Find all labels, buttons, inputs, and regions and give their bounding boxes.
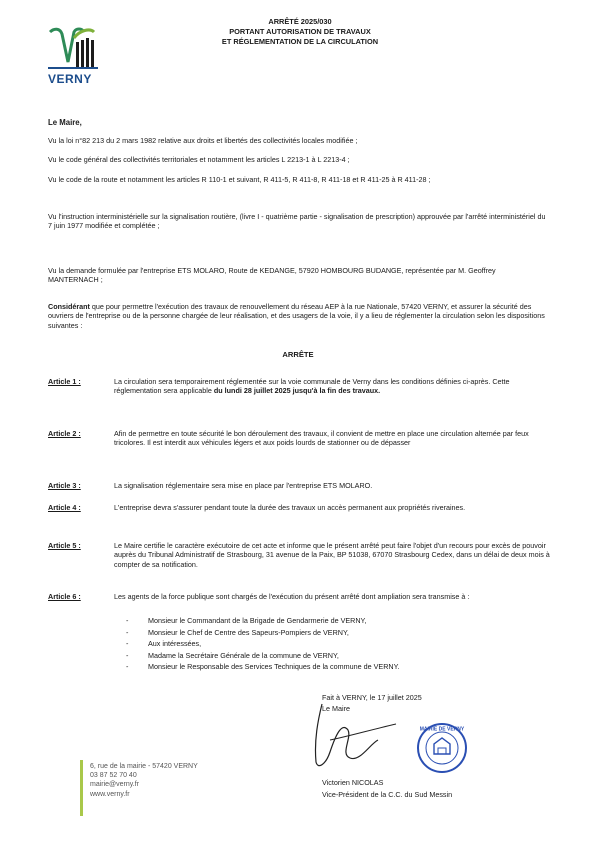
vu-1: Vu la loi n°82 213 du 2 mars 1982 relative aux droits et libertés des collectivités locales modifiée ; [48, 136, 358, 145]
place-date: Fait à VERNY, le 17 juillet 2025 [322, 693, 422, 702]
title-line-3: ET RÉGLEMENTATION DE LA CIRCULATION [221, 37, 379, 47]
footer-contact [90, 762, 198, 799]
signatory-title: Vice-Président de la C.C. du Sud Messin [322, 790, 453, 799]
vu-3: Vu le code de la route et notamment les articles R 110-1 et suivant, R 411-5, R 411-8, R 411-18 et R 411-25 à R 411-28 ; [48, 175, 431, 184]
article-5-label: Article 5 : [48, 541, 81, 550]
article-1-bold: du lundi 28 juillet 2025 jusqu'à la fin des travaux. [213, 386, 381, 396]
list-item: - Aux intéressées, [126, 639, 202, 649]
article-5-text: Le Maire certifie le caractère exécutoire de cet acte et informe que le présent arrêté peut faire l'objet d'un recours pour excès de pouvoir auprès du Tribunal Administratif de Strasbourg, 31 avenue de la Paix, BP 51038, 67070 Strasbourg Cedex, dans un délai de deux mois à compter de sa notification. [114, 541, 550, 569]
le-maire: Le Maire, [48, 118, 82, 127]
list-item: - Monsieur le Commandant de la Brigade de Gendarmerie de VERNY, [126, 616, 367, 625]
list-item: - Monsieur le Responsable des Services Techniques de la commune de VERNY. [126, 662, 400, 672]
footer-accent-bar [80, 760, 83, 816]
considerant-text: que pour permettre l'exécution des travaux de renouvellement du réseau AEP à la rue Nationale, 57420 VERNY, et assurer la sécurité des ouvriers de l'entreprise ou de la personne chargée de leur réalisation, et des usagers de la voie, il y a lieu de réglementer la circulation selon les dispositions suivantes : [48, 302, 545, 330]
considerant-bold: Considérant [48, 302, 90, 311]
footer-phone: 03 87 52 70 40 [90, 772, 137, 780]
article-4-label: Article 4 : [48, 503, 81, 512]
handwritten-signature [300, 700, 410, 782]
vu-2: Vu le code général des collectivités territoriales et notamment les articles L 2213-1 à L 2213-4 ; [48, 155, 350, 164]
vu-4: Vu l'instruction interministérielle sur la signalisation routière, (livre I - quatrième partie - signalisation de prescription) approuvée par l'arrêté interministériel du 7 juin 1977 modifiée et complétée ; [48, 212, 546, 231]
list-item: - Monsieur le Chef de Centre des Sapeurs-Pompiers de VERNY, [126, 627, 349, 637]
article-1-label: Article 1 : [48, 377, 81, 386]
footer-address: 6, rue de la mairie - 57420 VERNY [90, 763, 198, 770]
official-stamp [416, 722, 468, 774]
title-line-2: PORTANT AUTORISATION DE TRAVAUX [229, 27, 371, 37]
article-6-label: Article 6 : [48, 592, 81, 601]
article-1-plain: La circulation sera temporairement réglementée sur la voie communale de Verny dans les conditions définies ci-après. Cette réglementation sera applicable [114, 377, 510, 396]
article-4-text: L'entreprise devra s'assurer pendant toute la durée des travaux un accès permanent aux propriétés riveraines. [114, 503, 466, 512]
signature-role: Le Maire [322, 704, 350, 713]
article-1-text [114, 377, 550, 396]
stamp-text: MAIRIE DE VERNY [419, 726, 465, 733]
article-2-label: Article 2 : [48, 429, 81, 438]
considerant [48, 302, 548, 330]
article-2-text: Afin de permettre en toute sécurité le bon déroulement des travaux, il convient de mettre en place une circulation alternée par feux tricolores. Il est interdit aux véhicules légers et aux poids lourds de stationner ou de dépasser [114, 429, 529, 448]
title-line-1: ARRÊTÉ 2025/030 [268, 17, 332, 26]
logo-text: VERNY [48, 72, 92, 86]
list-item: - Madame la Secrétaire Générale de la commune de VERNY, [126, 650, 339, 660]
recipients-list [126, 615, 546, 673]
vu-5: Vu la demande formulée par l'entreprise ETS MOLARO, Route de KEDANGE, 57920 HOMBOURG BUDANGE, représentée par M. Geoffrey MANTERNACH ; [48, 266, 496, 285]
article-3-label: Article 3 : [48, 481, 81, 490]
article-6-text: Les agents de la force publique sont chargés de l'exécution du présent arrêté dont ampliation sera transmise à : [114, 592, 470, 601]
footer-web: www.verny.fr [90, 790, 130, 798]
arrete-heading: ARRÊTE [282, 350, 314, 359]
article-3-text: La signalisation réglementaire sera mise en place par l'entreprise ETS MOLARO. [114, 481, 373, 490]
signatory-name: Victorien NICOLAS [322, 778, 384, 787]
document-title [150, 17, 450, 48]
footer-email: mairie@verny.fr [90, 781, 139, 789]
